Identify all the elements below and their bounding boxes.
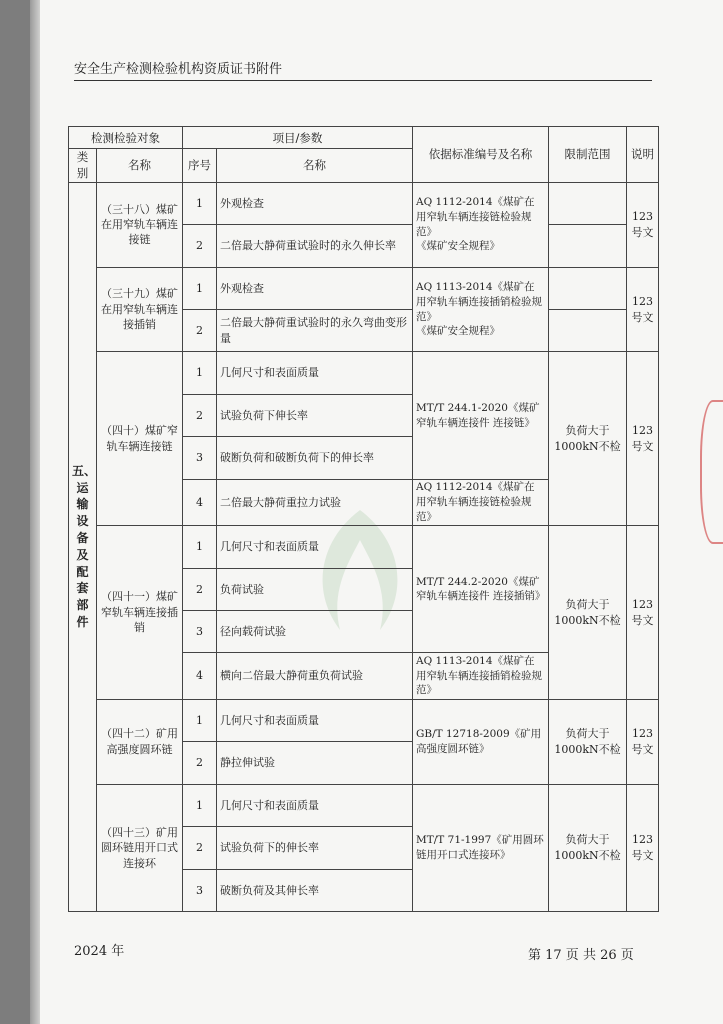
item-seq: 1 [183, 267, 217, 309]
item-name: 几何尺寸和表面质量 [217, 352, 413, 394]
standard-cell: AQ 1113-2014《煤矿在用窄轨车辆连接插销检验规范》 [413, 653, 549, 699]
note-cell: 123号文 [627, 526, 659, 700]
object-name: （四十二）矿用高强度圆环链 [97, 699, 183, 784]
footer-page-number: 第 17 页 共 26 页 [528, 948, 634, 963]
object-name: （四十）煤矿窄轨车辆连接链 [97, 352, 183, 526]
header-seq: 序号 [183, 149, 217, 183]
limit-cell: 负荷大于1000kN不检 [549, 526, 627, 700]
item-seq: 3 [183, 869, 217, 911]
header-object: 检测检验对象 [69, 127, 183, 149]
header-rule [74, 80, 652, 81]
standard-cell: MT/T 244.1-2020《煤矿窄轨车辆连接件 连接链》 [413, 352, 549, 479]
item-name: 破断负荷及其伸长率 [217, 869, 413, 911]
item-name: 几何尺寸和表面质量 [217, 699, 413, 741]
item-seq: 3 [183, 437, 217, 479]
item-name: 横向二倍最大静荷重负荷试验 [217, 653, 413, 699]
limit-cell [549, 267, 627, 309]
header-category: 类别 [69, 149, 97, 183]
category-cell: 五、运输设备及配套部件 [69, 182, 97, 911]
note-cell: 123号文 [627, 699, 659, 784]
item-name: 破断负荷和破断负荷下的伸长率 [217, 437, 413, 479]
item-seq: 2 [183, 394, 217, 436]
item-seq: 1 [183, 352, 217, 394]
item-seq: 4 [183, 653, 217, 699]
object-name: （三十八）煤矿在用窄轨车辆连接链 [97, 182, 183, 267]
limit-cell: 负荷大于1000kN不检 [549, 784, 627, 911]
item-name: 二倍最大静荷重拉力试验 [217, 479, 413, 525]
page-header-title: 安全生产检测检验机构资质证书附件 [74, 62, 283, 77]
item-name: 试验负荷下伸长率 [217, 394, 413, 436]
item-seq: 2 [183, 742, 217, 784]
note-cell: 123号文 [627, 267, 659, 352]
object-name: （三十九）煤矿在用窄轨车辆连接插销 [97, 267, 183, 352]
item-seq: 1 [183, 784, 217, 826]
item-name: 静拉伸试验 [217, 742, 413, 784]
item-seq: 4 [183, 479, 217, 525]
standard-cell: AQ 1112-2014《煤矿在用窄轨车辆连接链检验规范》 《煤矿安全规程》 [413, 182, 549, 267]
item-name: 二倍最大静荷重试验时的永久伸长率 [217, 225, 413, 267]
note-cell: 123号文 [627, 182, 659, 267]
header-name: 名称 [97, 149, 183, 183]
item-name: 几何尺寸和表面质量 [217, 784, 413, 826]
note-cell: 123号文 [627, 352, 659, 526]
qualification-table [68, 126, 659, 912]
limit-cell: 负荷大于1000kN不检 [549, 699, 627, 784]
item-name: 几何尺寸和表面质量 [217, 526, 413, 568]
item-seq: 1 [183, 699, 217, 741]
standard-cell: MT/T 71-1997《矿用圆环链用开口式连接环》 [413, 784, 549, 911]
item-seq: 1 [183, 182, 217, 224]
limit-cell [549, 225, 627, 267]
standard-cell: AQ 1113-2014《煤矿在用窄轨车辆连接插销检验规范》 《煤矿安全规程》 [413, 267, 549, 352]
note-cell: 123号文 [627, 784, 659, 911]
header-params: 项目/参数 [183, 127, 413, 149]
page-edge [30, 0, 40, 1024]
item-name: 外观检查 [217, 267, 413, 309]
item-name: 负荷试验 [217, 568, 413, 610]
standard-cell: GB/T 12718-2009《矿用高强度圆环链》 [413, 699, 549, 784]
item-name: 径向载荷试验 [217, 610, 413, 652]
limit-cell [549, 182, 627, 224]
item-name: 试验负荷下的伸长率 [217, 827, 413, 869]
item-name: 外观检查 [217, 182, 413, 224]
limit-cell [549, 310, 627, 352]
standard-cell: MT/T 244.2-2020《煤矿窄轨车辆连接件 连接插销》 [413, 526, 549, 653]
standard-cell: AQ 1112-2014《煤矿在用窄轨车辆连接链检验规范》 [413, 479, 549, 525]
item-seq: 2 [183, 310, 217, 352]
header-standard: 依据标准编号及名称 [413, 127, 549, 183]
header-limit: 限制范围 [549, 127, 627, 183]
object-name: （四十一）煤矿窄轨车辆连接插销 [97, 526, 183, 700]
item-seq: 1 [183, 526, 217, 568]
footer-year: 2024 年 [74, 944, 125, 959]
limit-cell: 负荷大于1000kN不检 [549, 352, 627, 526]
red-seal-stamp [700, 400, 723, 544]
header-param-name: 名称 [217, 149, 413, 183]
header-note: 说明 [627, 127, 659, 183]
item-name: 二倍最大静荷重试验时的永久弯曲变形量 [217, 310, 413, 352]
item-seq: 2 [183, 568, 217, 610]
object-name: （四十三）矿用圆环链用开口式连接环 [97, 784, 183, 911]
item-seq: 3 [183, 610, 217, 652]
item-seq: 2 [183, 827, 217, 869]
item-seq: 2 [183, 225, 217, 267]
